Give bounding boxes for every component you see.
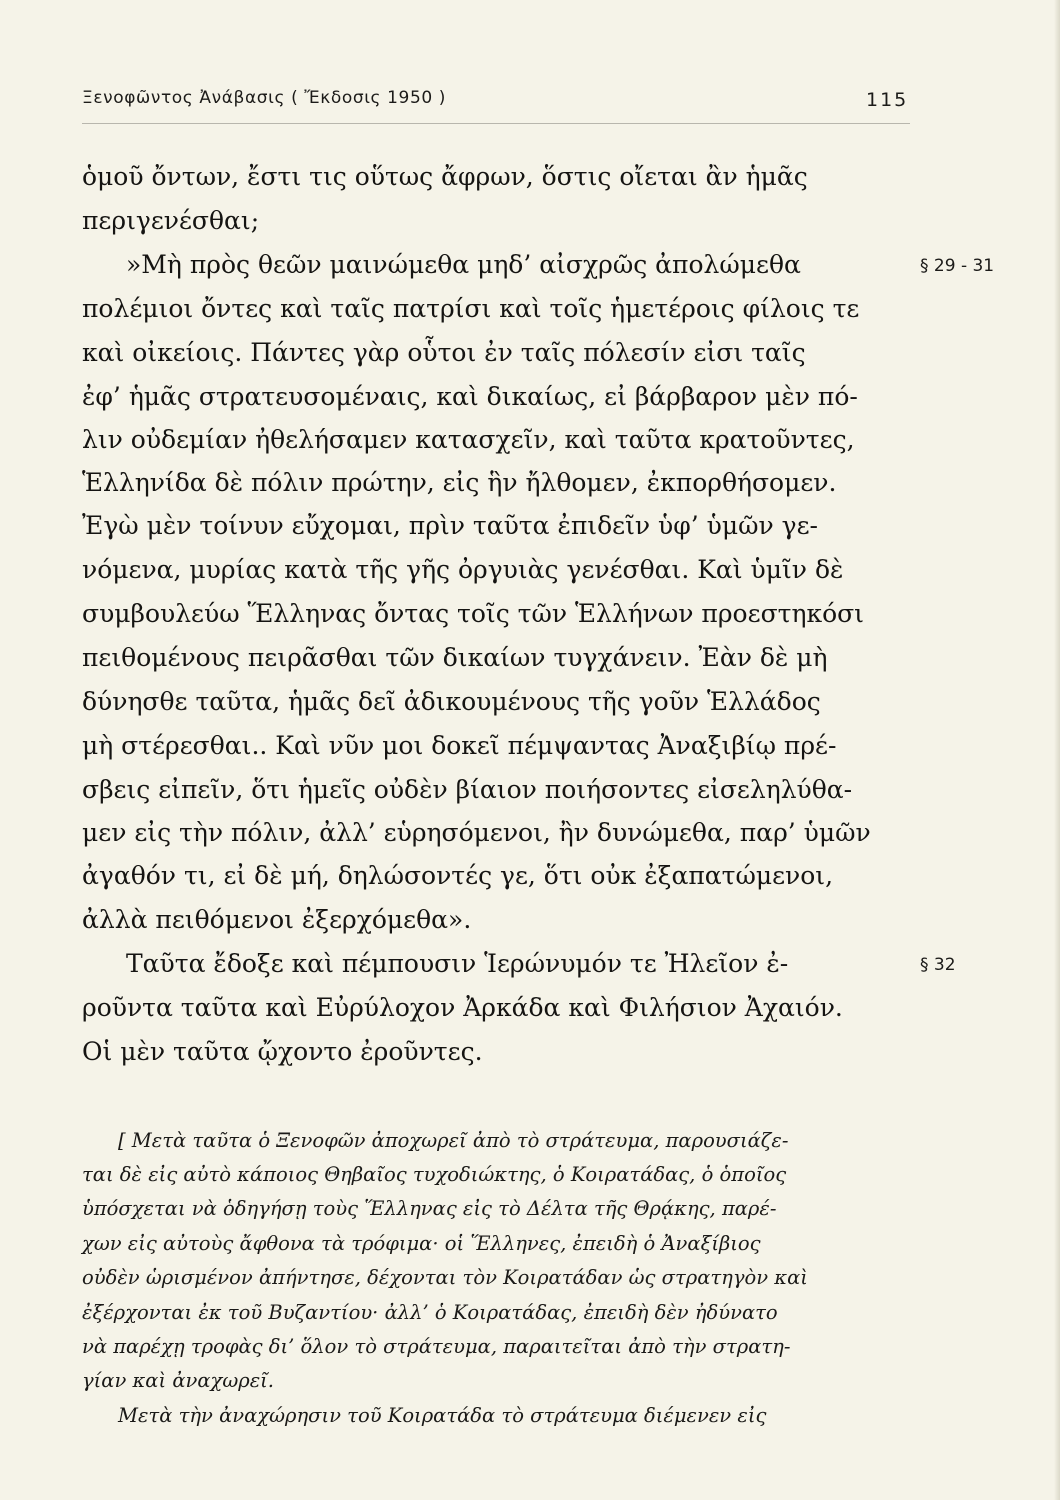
body-line: Οἱ μὲν ταῦτα ᾤχοντο ἐροῦντες.: [82, 1037, 483, 1066]
body-line: »Μὴ πρὸς θεῶν μαινώμεθα μηδ’ αἰσχρῶς ἀπολώμεθα: [126, 250, 801, 279]
body-line: περιγενέσθαι;: [82, 206, 260, 235]
note-line: νὰ παρέχῃ τροφὰς δι’ ὅλον τὸ στράτευμα, παραιτεῖται ἀπὸ τὴν στρατη-: [82, 1335, 791, 1358]
body-line: καὶ οἰκείοις. Πάντες γὰρ οὗτοι ἐν ταῖς πόλεσίν εἰσι ταῖς: [82, 338, 806, 367]
note-line: ὑπόσχεται νὰ ὁδηγήσῃ τοὺς Ἕλληνας εἰς τὸ Δέλτα τῆς Θρᾴκης, παρέ-: [82, 1197, 777, 1220]
note-line: οὐδὲν ὡρισμένον ἀπήντησε, δέχονται τὸν Κοιρατάδαν ὡς στρατηγὸν καὶ: [82, 1266, 808, 1289]
note-line: χων εἰς αὐτοὺς ἄφθονα τὰ τρόφιμα· οἱ Ἕλληνες, ἐπειδὴ ὁ Ἀναξίβιος: [82, 1232, 761, 1255]
body-line: Ἑλληνίδα δὲ πόλιν πρώτην, εἰς ἣν ἤλθομεν, ἐκπορθήσομεν.: [82, 468, 837, 497]
page-number: 115: [866, 89, 909, 111]
body-line: ἀγαθόν τι, εἰ δὲ μή, δηλώσοντές γε, ὅτι οὐκ ἐξαπατώμενοι,: [82, 861, 834, 890]
header-rule: [82, 123, 910, 124]
body-line: πειθομένους πειρᾶσθαι τῶν δικαίων τυγχάνειν. Ἐὰν δὲ μὴ: [82, 643, 828, 672]
body-line: πολέμιοι ὄντες καὶ ταῖς πατρίσι καὶ τοῖς ἡμετέροις φίλοις τε: [82, 294, 860, 323]
body-line: ροῦντα ταῦτα καὶ Εὐρύλοχον Ἀρκάδα καὶ Φιλήσιον Ἀχαιόν.: [82, 993, 843, 1022]
running-header: Ξενοφῶντος Ἀνάβασις ( Ἔκδοσις 1950 ): [82, 88, 447, 108]
body-line: νόμενα, μυρίας κατὰ τῆς γῆς ὀργυιὰς γενέσθαι. Καὶ ὑμῖν δὲ: [82, 555, 844, 584]
note-line: γίαν καὶ ἀναχωρεῖ.: [82, 1369, 275, 1392]
note-line: ται δὲ εἰς αὐτὸ κάποιος Θηβαῖος τυχοδιώκτης, ὁ Κοιρατάδας, ὁ ὁποῖος: [82, 1163, 787, 1186]
body-line: συμβουλεύω Ἕλληνας ὄντας τοῖς τῶν Ἑλλήνων προεστηκόσι: [82, 599, 864, 628]
note-line: ἐξέρχονται ἐκ τοῦ Βυζαντίου· ἀλλ’ ὁ Κοιρατάδας, ἐπειδὴ δὲν ἠδύνατο: [82, 1301, 778, 1324]
body-line: σβεις εἰπεῖν, ὅτι ἡμεῖς οὐδὲν βίαιον ποιήσοντες εἰσεληλύθα-: [82, 775, 853, 804]
page-edge-shadow: [1054, 0, 1060, 1500]
body-line: δύνησθε ταῦτα, ἡμᾶς δεῖ ἀδικουμένους τῆς γοῦν Ἑλλάδος: [82, 687, 821, 716]
body-line: ἀλλὰ πειθόμενοι ἐξερχόμεθα».: [82, 905, 472, 934]
body-line: Ταῦτα ἔδοξε καὶ πέμπουσιν Ἱερώνυμόν τε Ἠλεῖον ἐ-: [126, 949, 789, 978]
body-line: μὴ στέρεσθαι.. Καὶ νῦν μοι δοκεῖ πέμψαντας Ἀναξιβίῳ πρέ-: [82, 731, 837, 760]
body-line: Ἐγὼ μὲν τοίνυν εὔχομαι, πρὶν ταῦτα ἐπιδεῖν ὑφ’ ὑμῶν γε-: [82, 511, 818, 540]
body-line: ὁμοῦ ὄντων, ἔστι τις οὕτως ἄφρων, ὅστις οἴεται ἂν ἡμᾶς: [82, 162, 808, 191]
margin-section-ref: § 32: [920, 955, 956, 975]
body-line: λιν οὐδεμίαν ἠθελήσαμεν κατασχεῖν, καὶ ταῦτα κρατοῦντες,: [82, 425, 855, 454]
margin-section-ref: § 29 - 31: [920, 256, 995, 276]
body-line: μεν εἰς τὴν πόλιν, ἀλλ’ εὑρησόμενοι, ἢν δυνώμεθα, παρ’ ὑμῶν: [82, 818, 871, 847]
note-line: Μετὰ τὴν ἀναχώρησιν τοῦ Κοιρατάδα τὸ στράτευμα διέμενεν εἰς: [118, 1404, 767, 1427]
note-line: [ Μετὰ ταῦτα ὁ Ξενοφῶν ἀποχωρεῖ ἀπὸ τὸ στράτευμα, παρουσιάζε-: [118, 1129, 789, 1152]
body-line: ἐφ’ ἡμᾶς στρατευσομέναις, καὶ δικαίως, εἰ βάρβαρον μὲν πό-: [82, 382, 858, 411]
